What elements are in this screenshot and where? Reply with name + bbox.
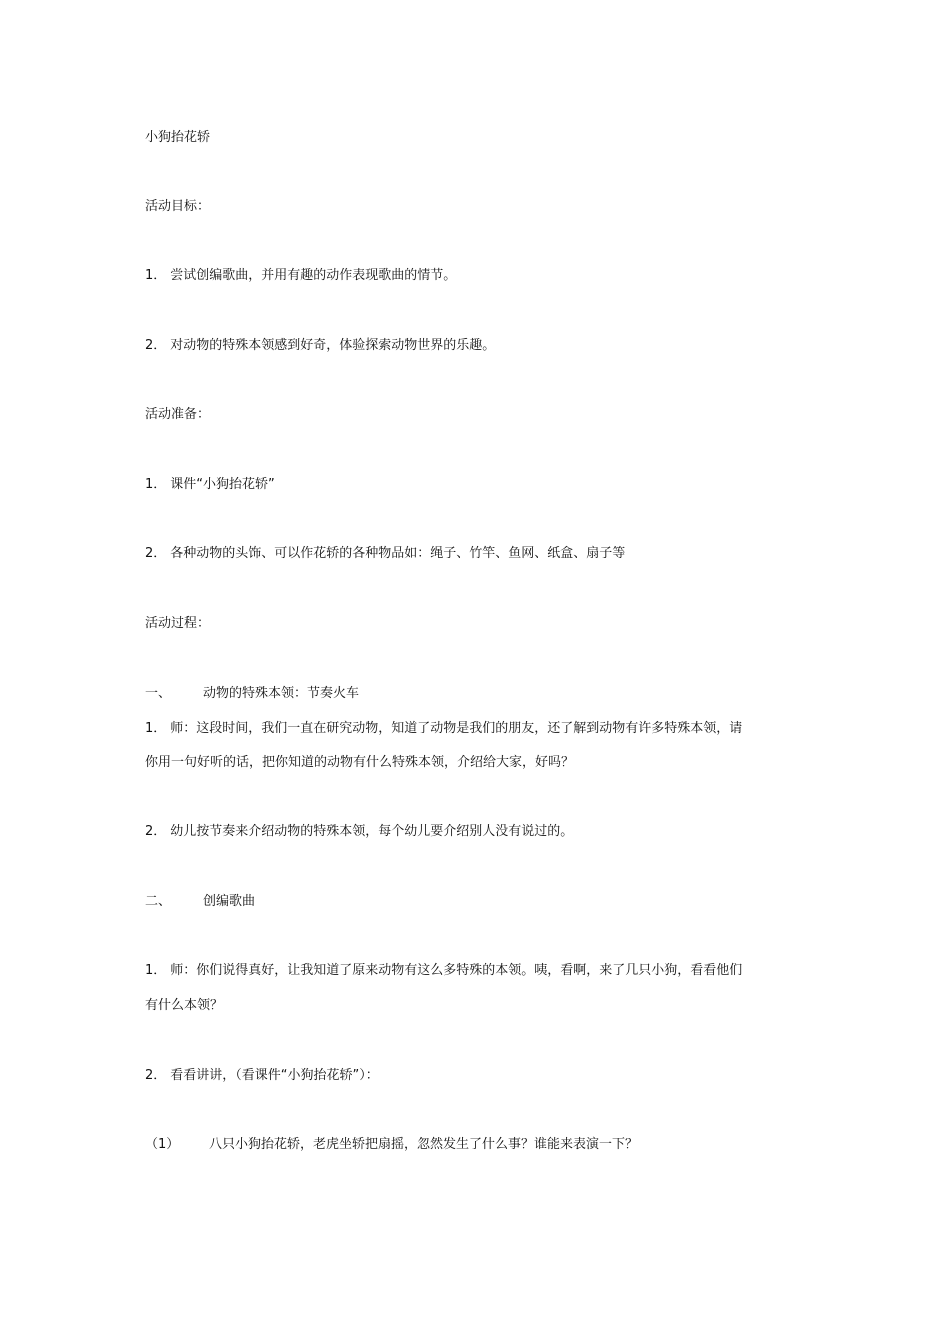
section-1-item-1 (145, 720, 742, 738)
prep-item-1 (145, 476, 275, 494)
section-1-item-1-text: 师：这段时间，我们一直在研究动物，知道了动物是我们的朋友，还了解到动物有许多特殊本领，请 (170, 721, 743, 736)
document-title: 小狗抬花轿 (145, 130, 211, 145)
section-2-item-2-text: 看看讲讲，（看课件“小狗抬花轿”）： (170, 1068, 379, 1083)
section-1-item-2-number: 2． (145, 824, 167, 839)
section-2-item-2 (145, 1067, 379, 1085)
section-2-title: 创编歌曲 (203, 894, 256, 909)
prep-item-2 (145, 545, 625, 563)
section-1-item-1-continuation: 你用一句好听的话，把你知道的动物有什么特殊本领，介绍给大家，好吗？ (145, 755, 575, 770)
goal-item-1-number: 1． (145, 268, 167, 283)
goal-item-2 (145, 337, 495, 355)
section-2-sub-item-1-marker: （1） (145, 1137, 180, 1152)
section-2-item-1-continuation: 有什么本领？ (145, 998, 224, 1013)
section-2-sub-item-1-text: 八只小狗抬花轿，老虎坐轿把扇摇，忽然发生了什么事？谁能来表演一下？ (209, 1137, 639, 1152)
section-2-sub-item-1 (145, 1136, 638, 1154)
section-2-heading (145, 893, 255, 911)
prep-heading: 活动准备： (145, 407, 211, 422)
prep-item-1-text: 课件“小狗抬花轿” (170, 477, 275, 492)
section-1-item-1-number: 1． (145, 721, 167, 736)
section-1-item-2-text: 幼儿按节奏来介绍动物的特殊本领，每个幼儿要介绍别人没有说过的。 (170, 824, 574, 839)
section-2-item-2-number: 2． (145, 1068, 167, 1083)
goal-item-1 (145, 267, 456, 285)
goal-item-2-number: 2． (145, 338, 167, 353)
process-heading: 活动过程： (145, 616, 211, 631)
section-2-item-1 (145, 962, 742, 980)
prep-item-1-number: 1． (145, 477, 167, 492)
section-1-marker: 一、 (145, 686, 172, 701)
goal-heading: 活动目标： (145, 199, 211, 214)
prep-item-2-text: 各种动物的头饰、可以作花轿的各种物品如：绳子、竹竿、鱼网、纸盒、扇子等 (170, 546, 626, 561)
section-2-marker: 二、 (145, 894, 172, 909)
section-1-title: 动物的特殊本领：节奏火车 (203, 686, 360, 701)
section-1-heading (145, 685, 359, 703)
section-1-item-2 (145, 823, 573, 841)
section-2-item-1-number: 1． (145, 963, 167, 978)
section-2-item-1-text: 师：你们说得真好，让我知道了原来动物有这么多特殊的本领。咦，看啊，来了几只小狗，看看他们 (170, 963, 743, 978)
prep-item-2-number: 2． (145, 546, 167, 561)
goal-item-1-text: 尝试创编歌曲，并用有趣的动作表现歌曲的情节。 (170, 268, 457, 283)
goal-item-2-text: 对动物的特殊本领感到好奇，体验探索动物世界的乐趣。 (170, 338, 496, 353)
